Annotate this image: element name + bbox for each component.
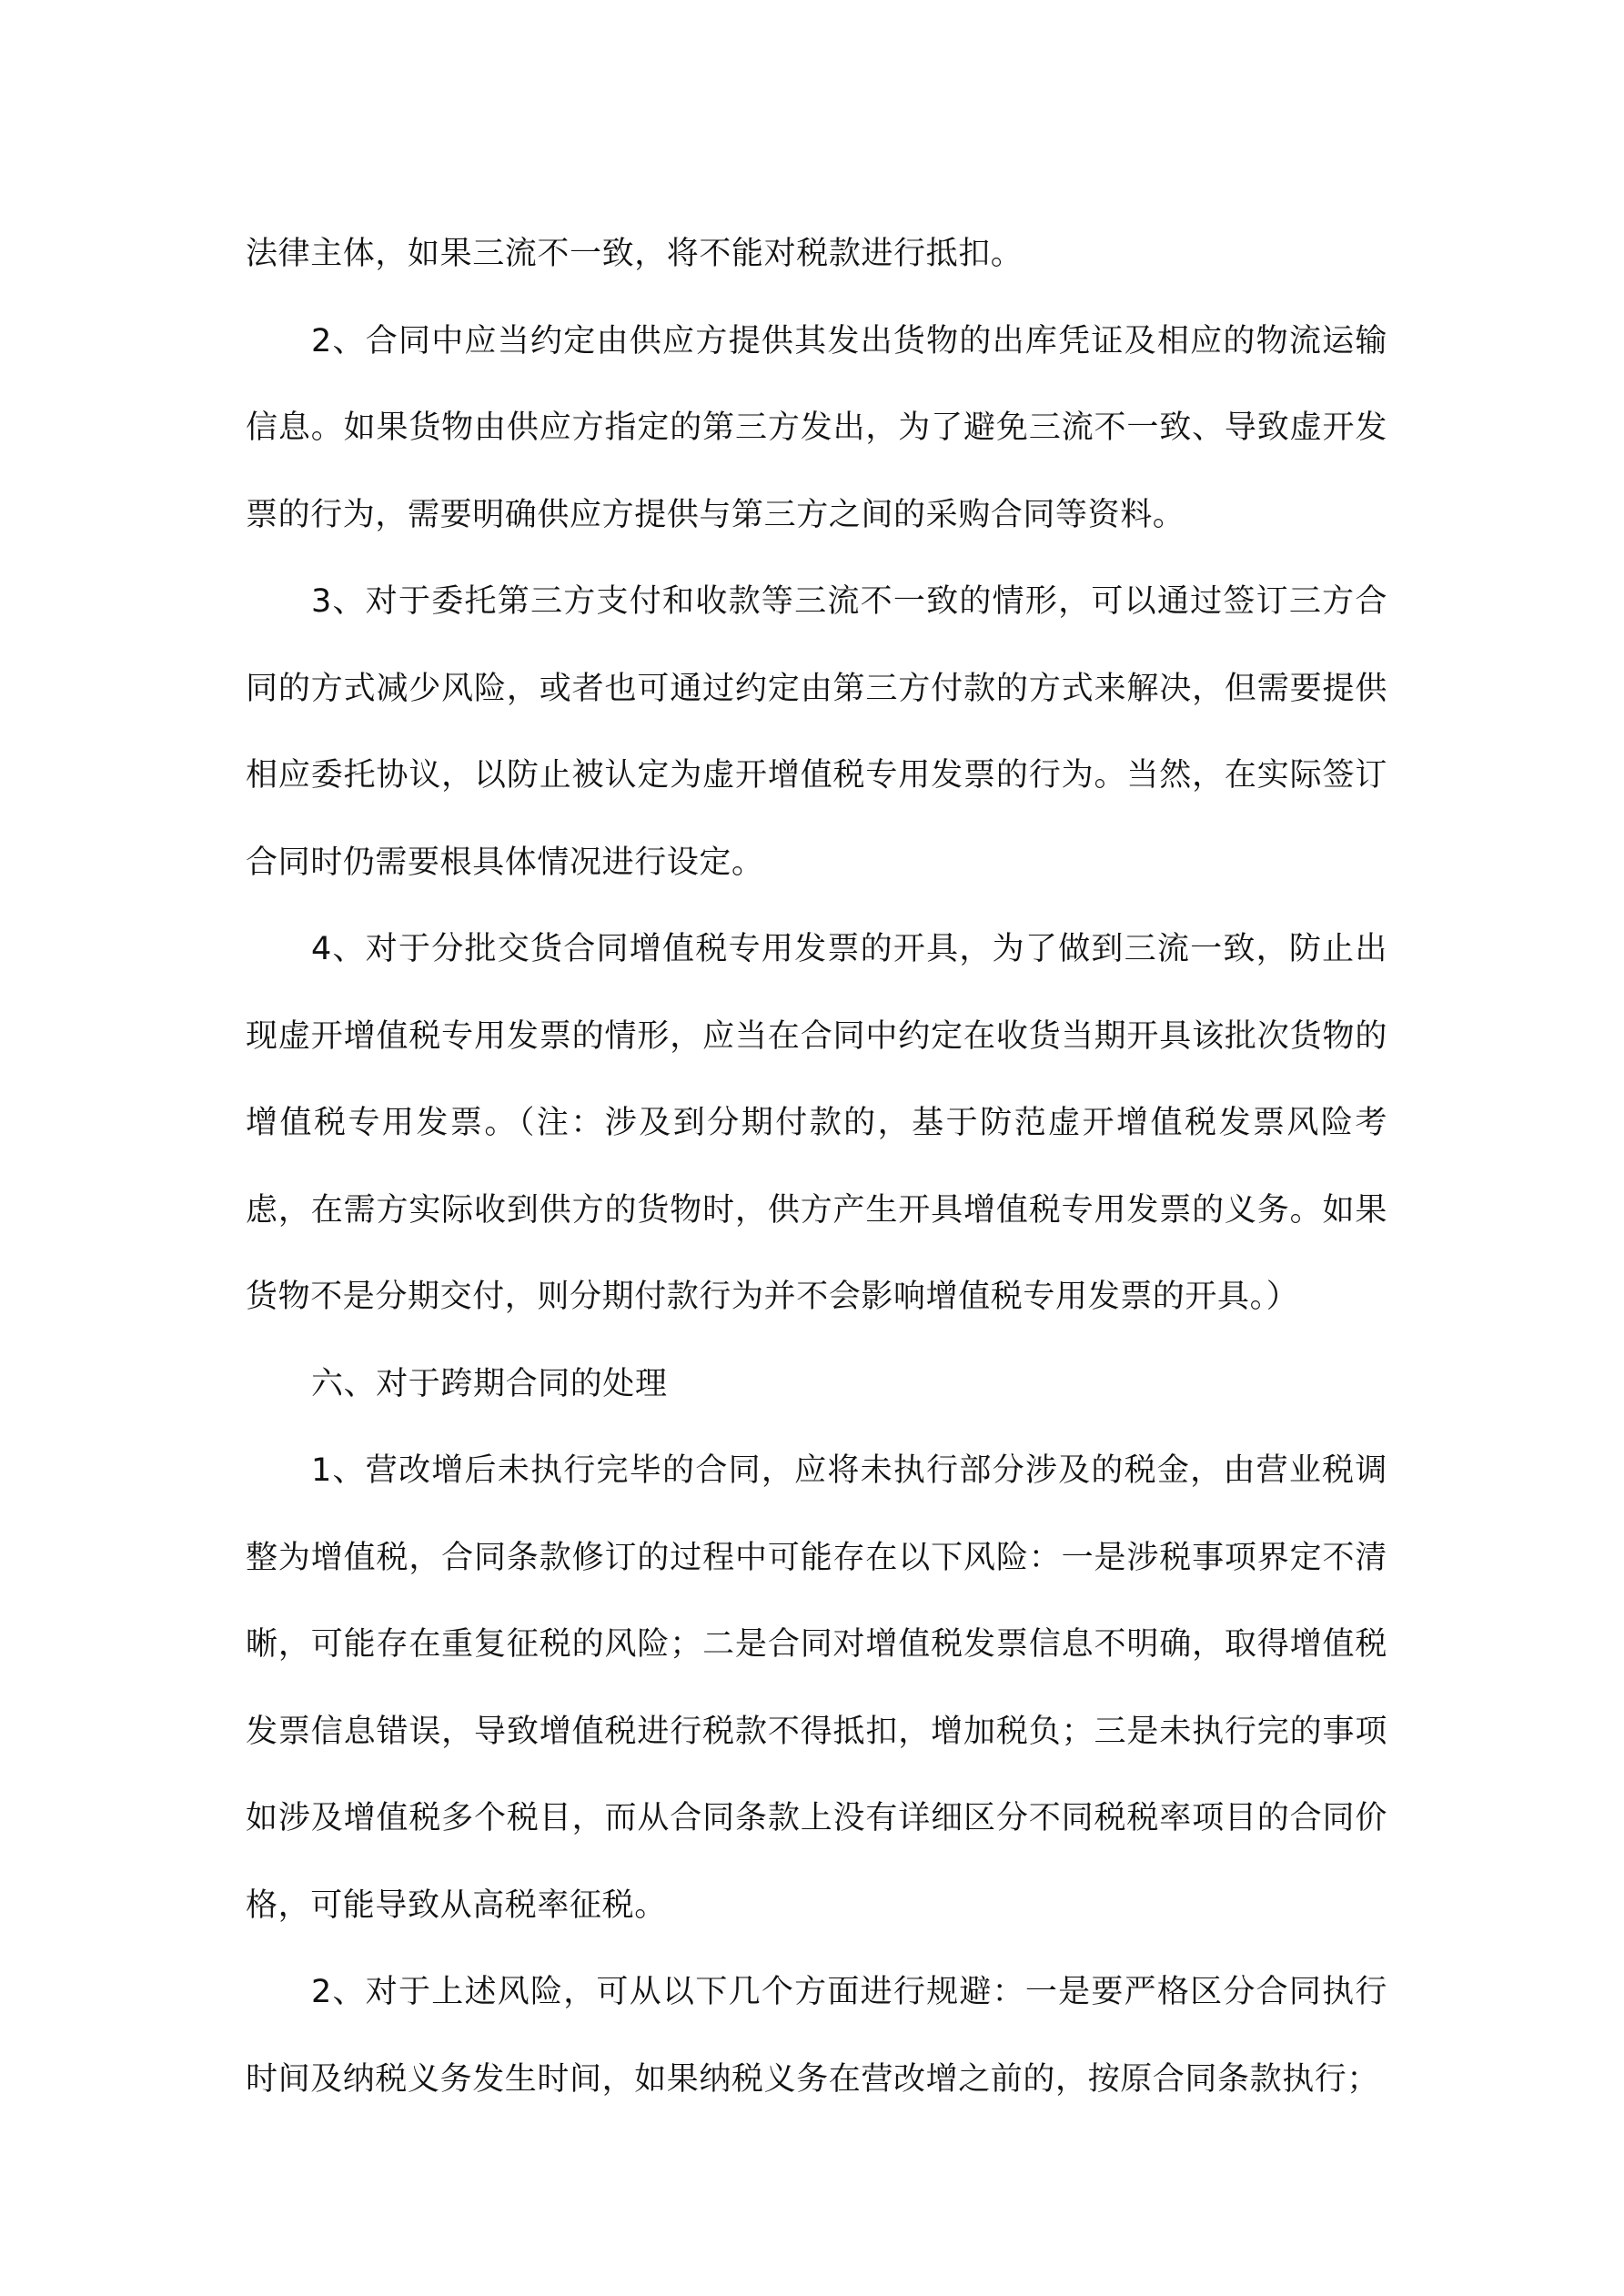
paragraph-item-2: 2、合同中应当约定由供应方提供其发出货物的出库凭证及相应的物流运输信息。如果货物由供应方指定的第三方发出，为了避免三流不一致、导致虚开发票的行为，需要明确供应方提供与第三方之间的采购合同等资料。 [246,322,1387,533]
document-body [246,211,1387,2123]
paragraph-item-4: 4、对于分批交货合同增值税专用发票的开具，为了做到三流一致，防止出现虚开增值税专用发票的情形，应当在合同中约定在收货当期开具该批次货物的增值税专用发票。（注：涉及到分期付款的，基于防范虚开增值税发票风险考虑，在需方实际收到供方的货物时，供方产生开具增值税专用发票的义务。如果货物不是分期交付，则分期付款行为并不会影响增值税专用发票的开具。） [246,931,1387,1315]
paragraph-item-3: 3、对于委托第三方支付和收款等三流不一致的情形，可以通过签订三方合同的方式减少风险，或者也可通过约定由第三方付款的方式来解决，但需要提供相应委托协议，以防止被认定为虚开增值税专用发票的行为。当然，在实际签订合同时仍需要根具体情况进行设定。 [246,583,1387,881]
section-heading-6: 六、对于跨期合同的处理 [311,1365,668,1402]
paragraph-continuation: 法律主体，如果三流不一致，将不能对税款进行抵扣。 [246,236,1024,272]
paragraph-item-6-2: 2、对于上述风险，可从以下几个方面进行规避：一是要严格区分合同执行时间及纳税义务发生时间，如果纳税义务在营改增之前的，按原合同条款执行； [246,1974,1387,2098]
paragraph-item-6-1: 1、营改增后未执行完毕的合同，应将未执行部分涉及的税金，由营业税调整为增值税，合同条款修订的过程中可能存在以下风险：一是涉税事项界定不清晰，可能存在重复征税的风险；二是合同对增值税发票信息不明确，取得增值税发票信息错误，导致增值税进行税款不得抵扣，增加税负；三是未执行完的事项如涉及增值税多个税目，而从合同条款上没有详细区分不同税税率项目的合同价格，可能导致从高税率征税。 [246,1452,1387,1924]
